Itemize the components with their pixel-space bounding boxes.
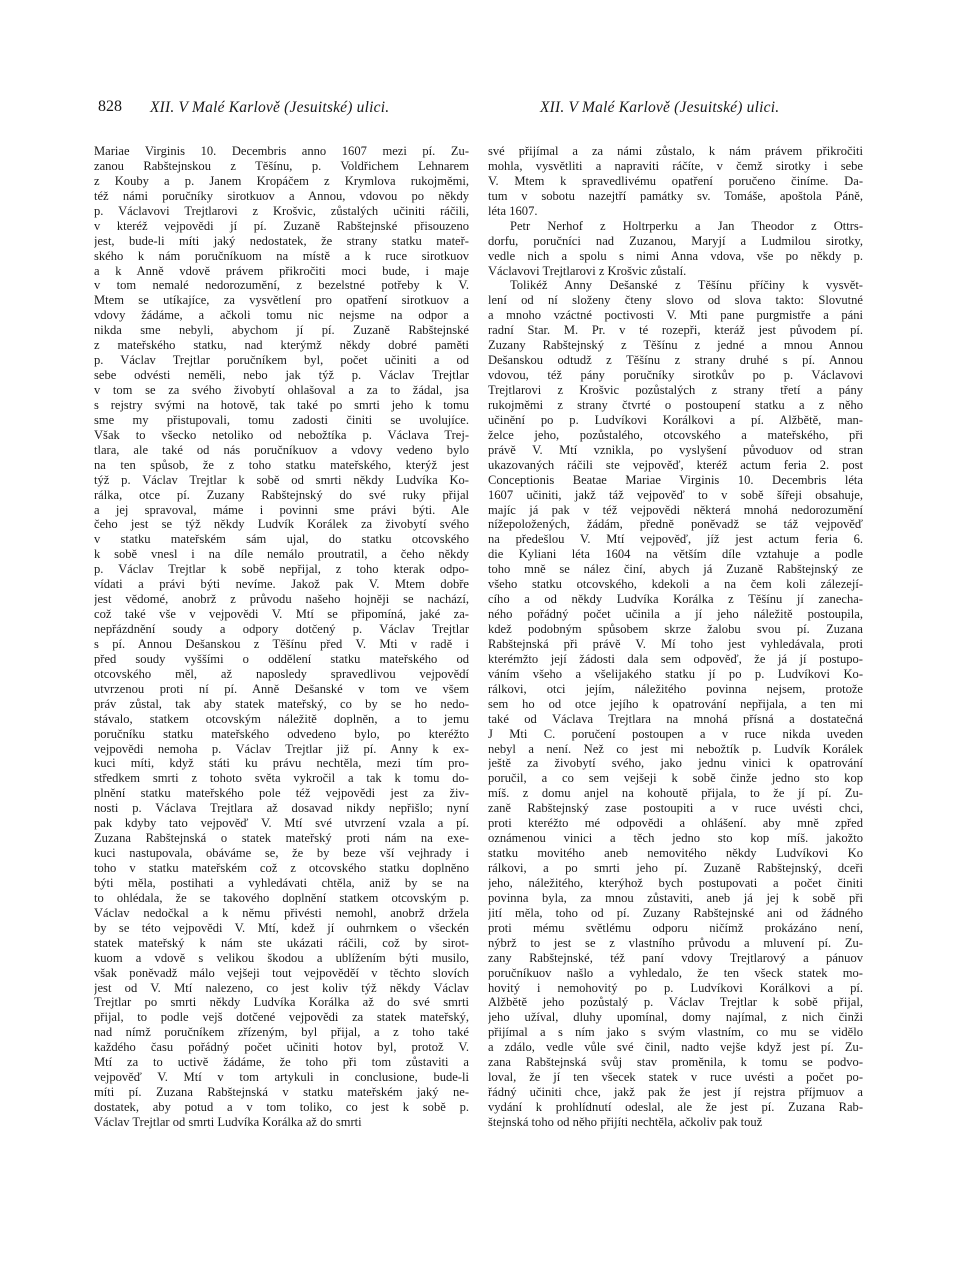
text-line: týž p. Václav Trejtlar k sobě od smrti někdy Ludvíka Ko- <box>94 472 469 487</box>
text-line: ukazovaných ráčili ste vejpověď, kteréž actum feria 2. post <box>488 457 863 472</box>
text-line: což také vše v vejpovědi V. Mtí se připomíná, jaké za- <box>94 607 469 622</box>
text-line: vdovy žádáme, a ačkoli tomu nic nejsme na odpor a <box>94 308 469 323</box>
text-line: radní Star. M. Pr. v té rozepři, kteráž jest původem pí. <box>488 323 863 338</box>
text-line: Conceptionis Beatae Mariae Virginis 10. Decembris léta <box>488 472 863 487</box>
text-line: loval, že jí ten všecek statek v ruce uvésti a počet po- <box>488 1070 863 1085</box>
text-line: Zuzana Rabštejnská o statek mateřský proti nám na exe- <box>94 831 469 846</box>
text-line: rálkovi, otci jejím, náležitého povinna nejsem, protože <box>488 681 863 696</box>
text-line: otcovského měl, až naposledy spravedlivou vejpovědí <box>94 666 469 681</box>
text-line: stávalo, statkem otcovským náležitě doplněn, a to jemu <box>94 711 469 726</box>
text-line: rálka, otce pí. Zuzany Rabštejnský do své ruky přijal <box>94 487 469 502</box>
text-line: býti měla, postihati a vyhledávati chtěla, aniž by se na <box>94 875 469 890</box>
text-line: Trejtlarovi z Krošvic pozůstalých z strany třetí a pány <box>488 383 863 397</box>
text-line: ného pořádný počet učinila a jí jeho náležitě postoupila, <box>488 607 863 622</box>
text-line: kuom a vdově s velikou škodou a ublížením býti musilo, <box>94 950 469 965</box>
text-line: J Mti C. poručení postoupen a v ruce nikda uveden <box>488 726 863 741</box>
text-line: středkem smrti z tohoto světa vykročil a tak k tomu do- <box>94 771 469 786</box>
text-line: váním všeho a všelijakého statku jí po p. Ludvíkovi Ko- <box>488 666 863 681</box>
text-line: poručníkuov našlo a vyhledalo, že ten všeck statek mo- <box>488 965 863 980</box>
text-line: nížepoložených, žádám, předně poněvadž se táž vejpověď <box>488 517 863 532</box>
text-line: na ten spůsob, že z toho statku mateřského, kterýž jest <box>94 457 469 472</box>
text-line: mohla, vysvětliti a napraviti ráčíte, v čemž sirotky i sebe <box>488 158 863 173</box>
text-line: kuci nastupovala, obáváme se, že by beze vší vejhrady i <box>94 846 469 861</box>
text-line: sebe odvésti neměli, nebo jak týž p. Václav Trejtlar <box>94 368 469 383</box>
text-line: p. Václav Trejtlar poručníkem byl, počet učiniti a od <box>94 353 469 368</box>
text-line: vydání k prohlídnutí odeslal, ale že jest pí. Zuzana Rab- <box>488 1100 863 1114</box>
text-line: přijal, to podle vejš dotčené vejpovědi za statek mateřský, <box>94 1010 469 1025</box>
text-line: ještě za živobytí svého, jako jednu vinici k opatrování <box>488 756 863 771</box>
running-head-left: XII. V Malé Karlově (Jesuitské) ulici. <box>150 99 390 116</box>
text-line: proti kteréžto mé odpovědi a ohlášení. aby mně zpřed <box>488 816 863 831</box>
text-line: zany Rabštejnské, též paní vdovy Trejtlarový a pánuov <box>488 950 863 965</box>
text-line: vdovou, též pány poručníky sirotkův po p. Václavovi <box>488 368 863 383</box>
text-line: s pí. Annou Dešanskou z Těšínu před V. Mti v radě i <box>94 636 469 651</box>
text-line: rukojměmi z strany čtvrté o postoupení statku a z něho <box>488 397 863 412</box>
left-text-column <box>94 144 469 1130</box>
text-line: vejpověď V. Mtí v tom artykuli in conclusione, bude-li <box>94 1070 469 1085</box>
text-line: utvrzenou proti ní pí. Anně Dešanské v tom ve všem <box>94 681 469 696</box>
text-line: dostatek, aby potud a v tom toliko, co jest k sobě p. <box>94 1100 469 1114</box>
text-line: majíc já pak v též vejpovědi některá mnohá nedorozumění <box>488 502 863 517</box>
text-line: zanou Rabštejnskou z Těšínu, p. Voldřichem Lehnarem <box>94 158 469 173</box>
text-line: tum v sobotu nazejtří památky sv. Tomáše, apoštola Páně, <box>488 188 863 203</box>
text-line: statek mateřský k nám ste ukázati ráčili, což by sirot- <box>94 935 469 950</box>
text-line: vejpovědi nemoha p. Václav Trejtlar již pí. Anny k ex- <box>94 741 469 756</box>
text-line: na předešlou V. Mtí vejpověď, jíž jest actum feria 6. <box>488 532 863 547</box>
text-line: Však to všecko netoliko od nebožtíka p. Václava Trej- <box>94 427 469 442</box>
text-line: plnění statku mateřského pole též vejpovědi jest za živ- <box>94 786 469 801</box>
text-line: také od Václava Trejtlara na mnohá přísná a dostatečná <box>488 711 863 726</box>
text-line: 1607 učiniti, jakž táž vejpověď to v sobě šířeji obsahuje, <box>488 487 863 502</box>
text-line: Mtem se utíkajíce, za vysvětlení pro opatření sirotkuov a <box>94 293 469 308</box>
right-text-column <box>488 144 863 1130</box>
text-line: p. Václavovi Trejtlarovi z Krošvic, zůstalých učiniti ráčili, <box>94 203 469 218</box>
text-line: vídati a právi býti nevíme. Jakož pak V. Mtem dobře <box>94 577 469 592</box>
text-line: řádný učiniti chce, jakž pak že jest jí rejstra příjmuov a <box>488 1085 863 1100</box>
text-line: v statku mateřském sám ujal, do statku otcovského <box>94 532 469 547</box>
text-line: a zdálo, vedle vůle své činil, nadto vejše když jest pí. Zu- <box>488 1040 863 1055</box>
text-line: poručil, a co sem vejšeji k sobě činže jedno sto kop <box>488 771 863 786</box>
text-line: k sobě vnesl i na díle nemálo proutratil, a čeho někdy <box>94 547 469 562</box>
text-line: nad nímž poručníkem zřízeným, byl přijal, a z toho také <box>94 1025 469 1040</box>
text-line: Alžbětě jeho pozůstalý p. Václav Trejtlar k sobě přijal, <box>488 995 863 1010</box>
text-line: dorfu, poručníci nad Zuzanou, Maryjí a Ludmilou sirotky, <box>488 233 863 248</box>
text-line: své přijímal a za námi zůstalo, k nám právem přikročiti <box>488 144 863 158</box>
text-line: z mateřského statku, nad kterýmž někdy dobré paměti <box>94 338 469 353</box>
text-line: kdež podobným spůsobem skrze žalobu svou pí. Zuzana <box>488 622 863 636</box>
text-line: z Kouby a p. Janem Kropáčem z Krymlova rukojměmi, <box>94 173 469 188</box>
text-line: v kteréž vejpovědi jí pí. Zuzaně Rabštejnské přisouzeno <box>94 218 469 233</box>
text-line: Rabštejnská při právě V. Mí toho jest vyhledávala, proti <box>488 636 863 651</box>
text-line: jest, bude-li míti jaký nedostatek, že strany statku mateř- <box>94 233 469 248</box>
text-line: zana Rabštejnská svůj stav proměnila, k tomu se podvo- <box>488 1055 863 1070</box>
text-line: to ohlédala, že se takového doplnění statkem otcovským p. <box>94 890 469 905</box>
text-line: nosti p. Václava Trejtlara až dosavad nikdy nepřišlo; nyní <box>94 801 469 816</box>
text-line: vedle nich a spolu s nimi Anna vdova, vše po někdy p. <box>488 248 863 263</box>
text-line: pak kdyby tato vejpověď V. Mtí své utvrzení vzala a pí. <box>94 816 469 831</box>
text-line: míš. z domu anjel na kohoutě přijala, to že jí pí. Zu- <box>488 786 863 801</box>
text-line: před soudy vyššími o oddělení statku mateřského od <box>94 651 469 666</box>
text-line: též námi poručníky sirotkuov a Annou, vdovou po někdy <box>94 188 469 203</box>
text-line: poručníku statku mateřského odvedeno bylo, po kteréžto <box>94 726 469 741</box>
text-line: želce jeho, pozůstalého, otcovského a mateřského, při <box>488 427 863 442</box>
text-line: proti mému světlému odporu ničímž prokázáno není, <box>488 920 863 935</box>
running-head-right: XII. V Malé Karlově (Jesuitské) ulici. <box>540 99 780 116</box>
text-line: cího a od někdy Ludvíka Korálka z Těšínu jí zanecha- <box>488 592 863 607</box>
text-line: sem ho od otce jejího k opatrování nepřijala, a ten mi <box>488 696 863 711</box>
text-line: hovitý i nemohovitý po p. Ludvíkovi Korálkovi a pí. <box>488 980 863 995</box>
text-line: Dešanskou odtudž z Těšínu z strany druhé s pí. Annou <box>488 353 863 368</box>
text-line: rálkovi, a po smrti jeho pí. Zuzaně Rabštejnský, dceři <box>488 861 863 875</box>
text-line: toho v statku mateřském což z otcovského statku doplněno <box>94 861 469 875</box>
text-line: nepřázdnění soudy a odpory dotčený p. Václav Trejtlar <box>94 622 469 636</box>
text-line: Mtí za to uctivě žádáme, že toho při tom zůstaviti a <box>94 1055 469 1070</box>
text-line: Trejtlar po smrti někdy Ludvíka Korálka až do své smrti <box>94 995 469 1010</box>
text-line: p. Václav Trejtlar k sobě nepřijal, z toho kterak odpo- <box>94 562 469 577</box>
text-line: nýbrž to jest se z vlastního průvodu a mluvení pí. Zu- <box>488 935 863 950</box>
text-line: tlara, ale také od nás poručníkuov a vdovy vedeno bylo <box>94 442 469 457</box>
text-line: s rejstry svými na hotově, tak také po smrti jeho k tomu <box>94 397 469 412</box>
text-line: kuci míti, když státi ku právu nechtěla, mezi tím pro- <box>94 756 469 771</box>
text-line: toho mně se nález činí, abych já Zuzaně Rabštejnský ze <box>488 562 863 577</box>
text-line: nebyl a není. Než co jest mi nebožtík p. Ludvík Korálek <box>488 741 863 756</box>
text-line: míti pí. Zuzana Rabštejnská v statku mateřském jaký ne- <box>94 1085 469 1100</box>
text-line: Tolikéž Anny Dešanské z Těšínu příčiny k vysvět- <box>510 278 863 293</box>
text-line: zaně Rabštejnský zase postoupiti a v ruce uvésti chci, <box>488 801 863 816</box>
text-line: Zuzany Rabštejnský z Těšínu z jedné a mnou Annou <box>488 338 863 353</box>
text-line: jeho, náležitého, kterýhož bych postupovati a počet činiti <box>488 875 863 890</box>
text-line: práv zůstal, tak aby statek mateřský, co by se ho nedo- <box>94 696 469 711</box>
text-line: povinna byla, za mnou zůstaviti, aneb já jej k sobě při <box>488 890 863 905</box>
text-line: léta 1607. <box>488 203 538 218</box>
text-line: jest vědomé, anobrž z průvodu našeho hojněji se nachází, <box>94 592 469 607</box>
text-line: Václav nedočkal a k němu přivésti nemohl, anobrž držela <box>94 905 469 920</box>
text-line: Mariae Virginis 10. Decembris anno 1607 mezi pí. Zu- <box>94 144 469 158</box>
text-line: jest od V. Mtí nalezeno, co jest koliv týž někdy Václav <box>94 980 469 995</box>
text-line: ského k nám poručníkuom na místě a k ruce sirotkuov <box>94 248 469 263</box>
text-line: štejnská toho od něho přijíti nechtěla, ačkoliv pak touž <box>488 1114 763 1129</box>
text-line: V. Mtem k spravedlivému opatření poručeno činíme. Da- <box>488 173 863 188</box>
page-number: 828 <box>98 98 122 115</box>
text-line: v tom se za svého živobytí ohlašoval a za to žádal, jsa <box>94 383 469 397</box>
text-line: a jej spravoval, máme i povinni sme právi býti. Ale <box>94 502 469 517</box>
text-line: a k Anně vdově právem přikročiti moci bude, i maje <box>94 263 469 278</box>
text-line: lení od ní složeny čteny slovo od slova takto: Slovutné <box>488 293 863 308</box>
text-line: přijímal a s ním jako s svým vlastním, co mu se vidělo <box>488 1025 863 1040</box>
text-line: jeho užíval, dluhy upomínal, domy najímal, z nich činži <box>488 1010 863 1025</box>
text-line: Václavovi Trejtlarovi z Krošvic zůstalí. <box>488 263 687 278</box>
text-line: učinění po p. Ludvíkovi Korálkovi a pí. Alžbětě, man- <box>488 412 863 427</box>
text-line: všeho statku otcovského, kdekoli a na čem koli zálezejí- <box>488 577 863 592</box>
text-line: nikda sme nebyli, abychom jí pí. Zuzaně Rabštejnské <box>94 323 469 338</box>
text-line: v tom nemalé nedorozumění, z bezelstné potřeby k V. <box>94 278 469 293</box>
text-line: oznámenou vinici a těch jedno sto kop míš. jakožto <box>488 831 863 846</box>
text-line: by se této vejpovědi V. Mtí, kdež jí ouhrnkem o všeckén <box>94 920 469 935</box>
text-line: však poněvadž málo vejšeji tout vejpověděí v těchto slovích <box>94 965 469 980</box>
text-line: jití měla, toho od pí. Zuzany Rabštejnské ani od žádného <box>488 905 863 920</box>
text-line: kterémžto její žádosti dala sem odpověď, že já jí postupo- <box>488 651 863 666</box>
text-line: každého času pořádný počet učiniti hotov byl, protož V. <box>94 1040 469 1055</box>
text-line: Petr Nerhof z Holtrperku a Jan Theodor z Ottrs- <box>510 218 863 233</box>
text-line: a mnoho vzáctné poctivosti V. Mti pane purgmistře a páni <box>488 308 863 323</box>
text-line: statku movitého aneb nemovitého někdy Ludvíkovi Ko <box>488 846 863 861</box>
text-line: čeho jest se týž někdy Ludvík Korálek za živobytí svého <box>94 517 469 532</box>
text-line: die Kyliani léta 1604 na větším díle vztahuje a podle <box>488 547 863 562</box>
text-line: sme my přistupovali, tomu zadosti činiti se uvolujíce. <box>94 412 469 427</box>
text-line: Václav Trejtlar od smrti Ludvíka Korálka až do smrti <box>94 1114 362 1129</box>
text-line: právě V. Mtí vznikla, po vyslyšení původuov od stran <box>488 442 863 457</box>
